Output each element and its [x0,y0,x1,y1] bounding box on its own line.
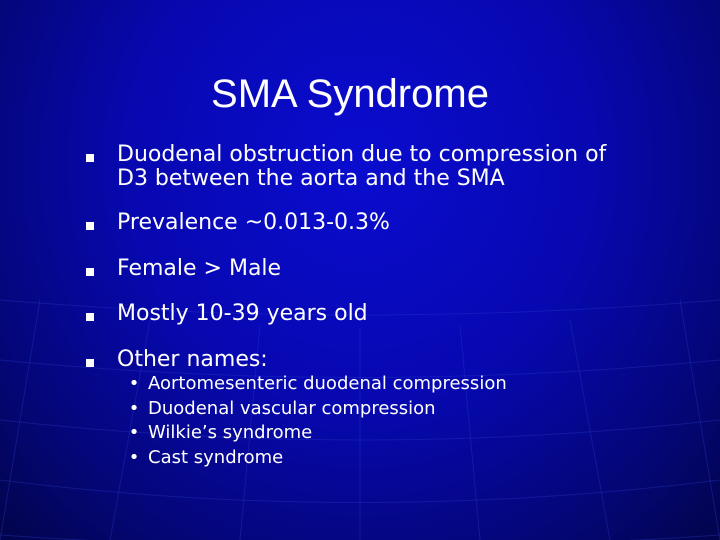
other-name-text: Wilkie’s syndrome [148,422,313,443]
list-item [128,372,648,397]
square-bullet-icon [86,313,94,321]
square-bullet-icon [86,359,94,367]
list-item [128,397,648,422]
bullet-text: Duodenal obstruction due to compression of D3 between the aorta and the SMA [117,142,607,191]
list-item [128,421,648,446]
bullet-text: Other names: [117,347,268,372]
dot-bullet-icon: • [128,422,140,443]
other-name-text: Cast syndrome [148,446,284,468]
dot-bullet-icon: • [128,397,140,419]
bullet-text: Mostly 10-39 years old [117,301,368,326]
square-bullet-icon [86,154,94,162]
dot-bullet-icon: • [128,373,140,394]
dot-bullet-icon: • [128,446,140,468]
list-item [128,446,648,471]
bullet-text: Prevalence ~0.013-0.3% [117,210,390,235]
other-name-text: Duodenal vascular compression [148,397,436,419]
other-name-text: Aortomesenteric duodenal compression [148,373,507,394]
other-names-list [128,372,648,470]
square-bullet-icon [86,268,94,276]
bullet-text: Female > Male [117,256,282,281]
slide-title: SMA Syndrome [211,72,489,116]
square-bullet-icon [86,222,94,230]
